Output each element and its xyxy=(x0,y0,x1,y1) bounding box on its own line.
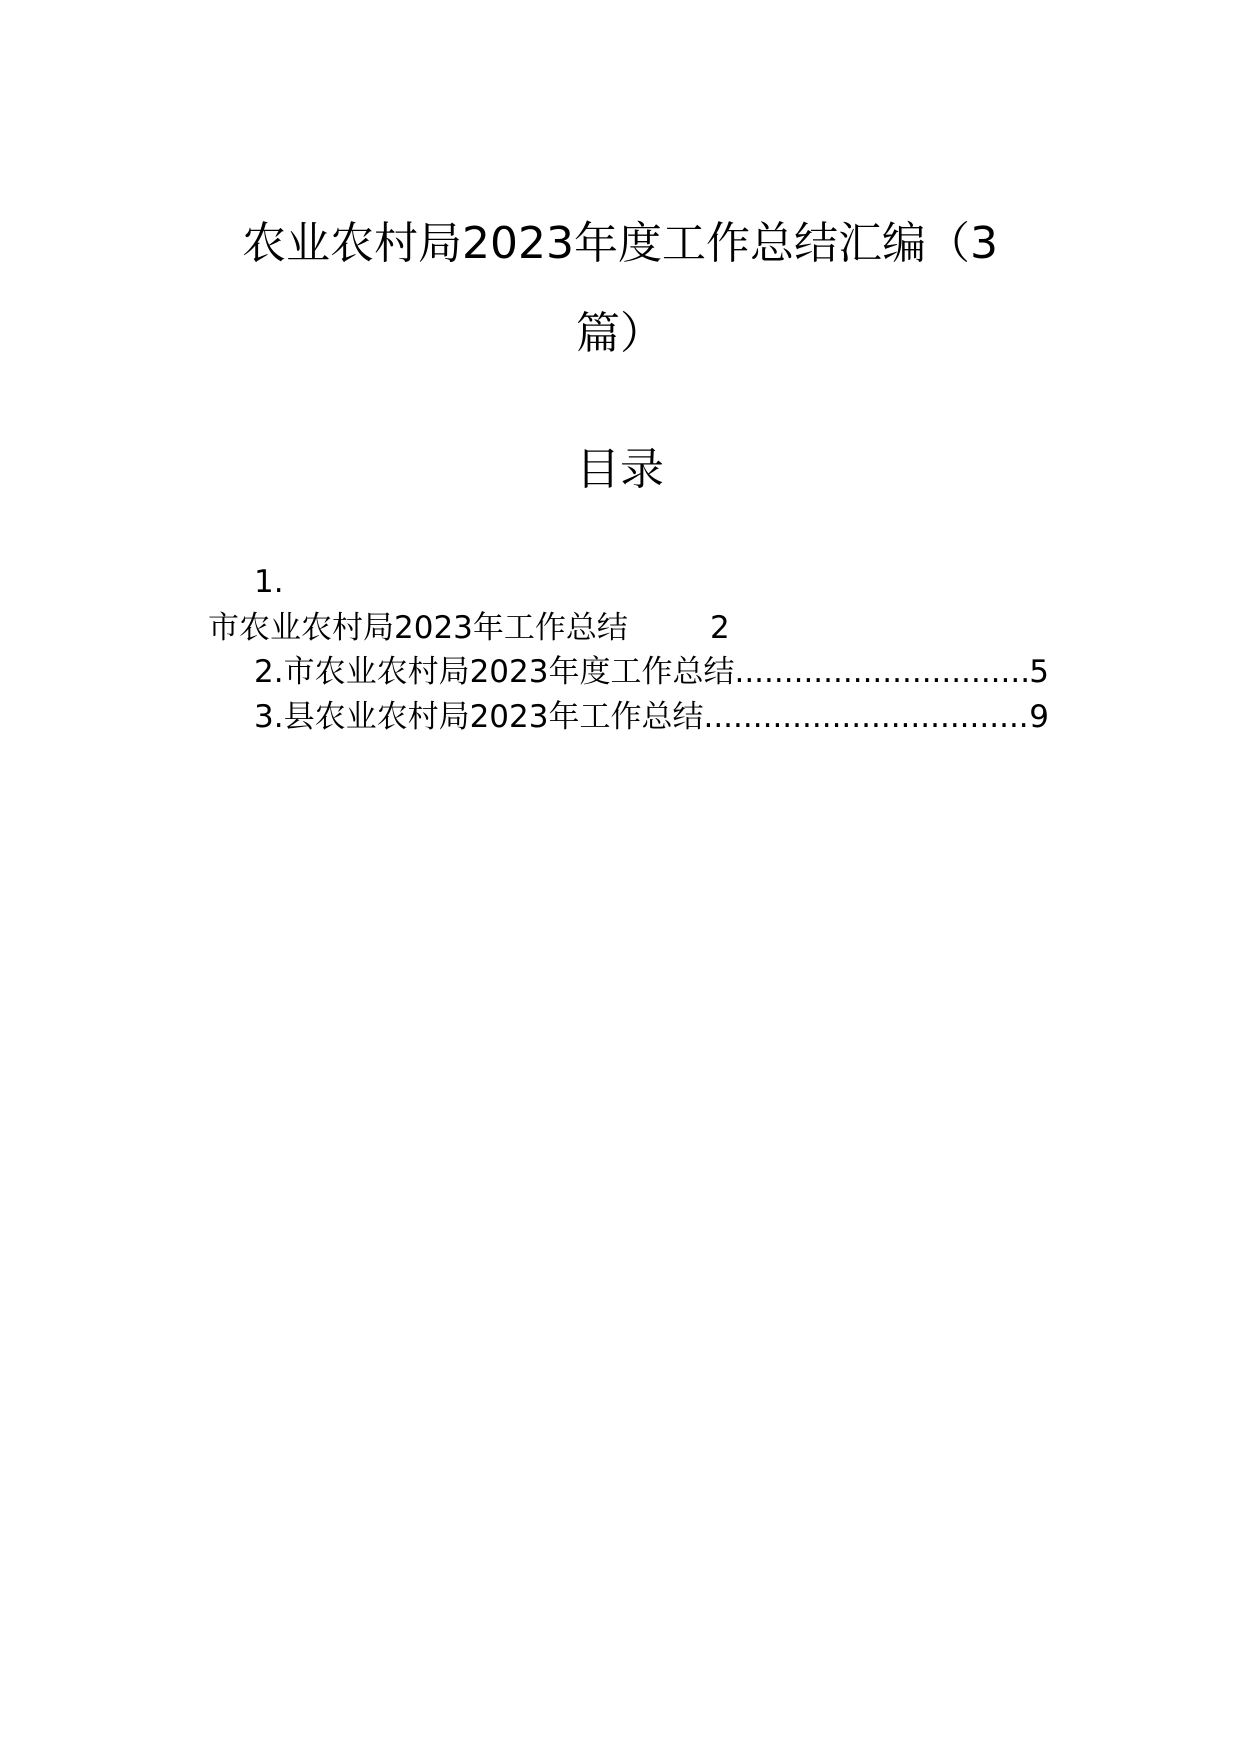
document-title-line-2: 篇） xyxy=(576,308,664,359)
toc-entry-3[interactable] xyxy=(254,695,1049,739)
toc-entry-1-title[interactable]: 市农业农村局2023年工作总结 xyxy=(208,610,628,646)
toc-entry-3-title: 3.县农业农村局2023年工作总结 xyxy=(254,699,704,735)
toc-entry-3-page-number: 9 xyxy=(1029,699,1049,735)
toc-heading: 目录 xyxy=(576,444,664,495)
toc-entry-1-number[interactable]: 1. xyxy=(254,564,284,600)
toc-entry-2-title: 2.市农业农村局2023年度工作总结 xyxy=(254,654,735,690)
document-title-line-1: 农业农村局2023年度工作总结汇编（3 xyxy=(242,218,998,269)
toc-entry-2-dot-leader xyxy=(734,650,1029,694)
toc-entry-3-dot-leader xyxy=(703,695,1029,739)
toc-entry-2-page-number: 5 xyxy=(1029,654,1049,690)
toc-entry-1-page-number[interactable]: 2 xyxy=(710,610,730,646)
toc-entry-2[interactable] xyxy=(254,650,1049,694)
